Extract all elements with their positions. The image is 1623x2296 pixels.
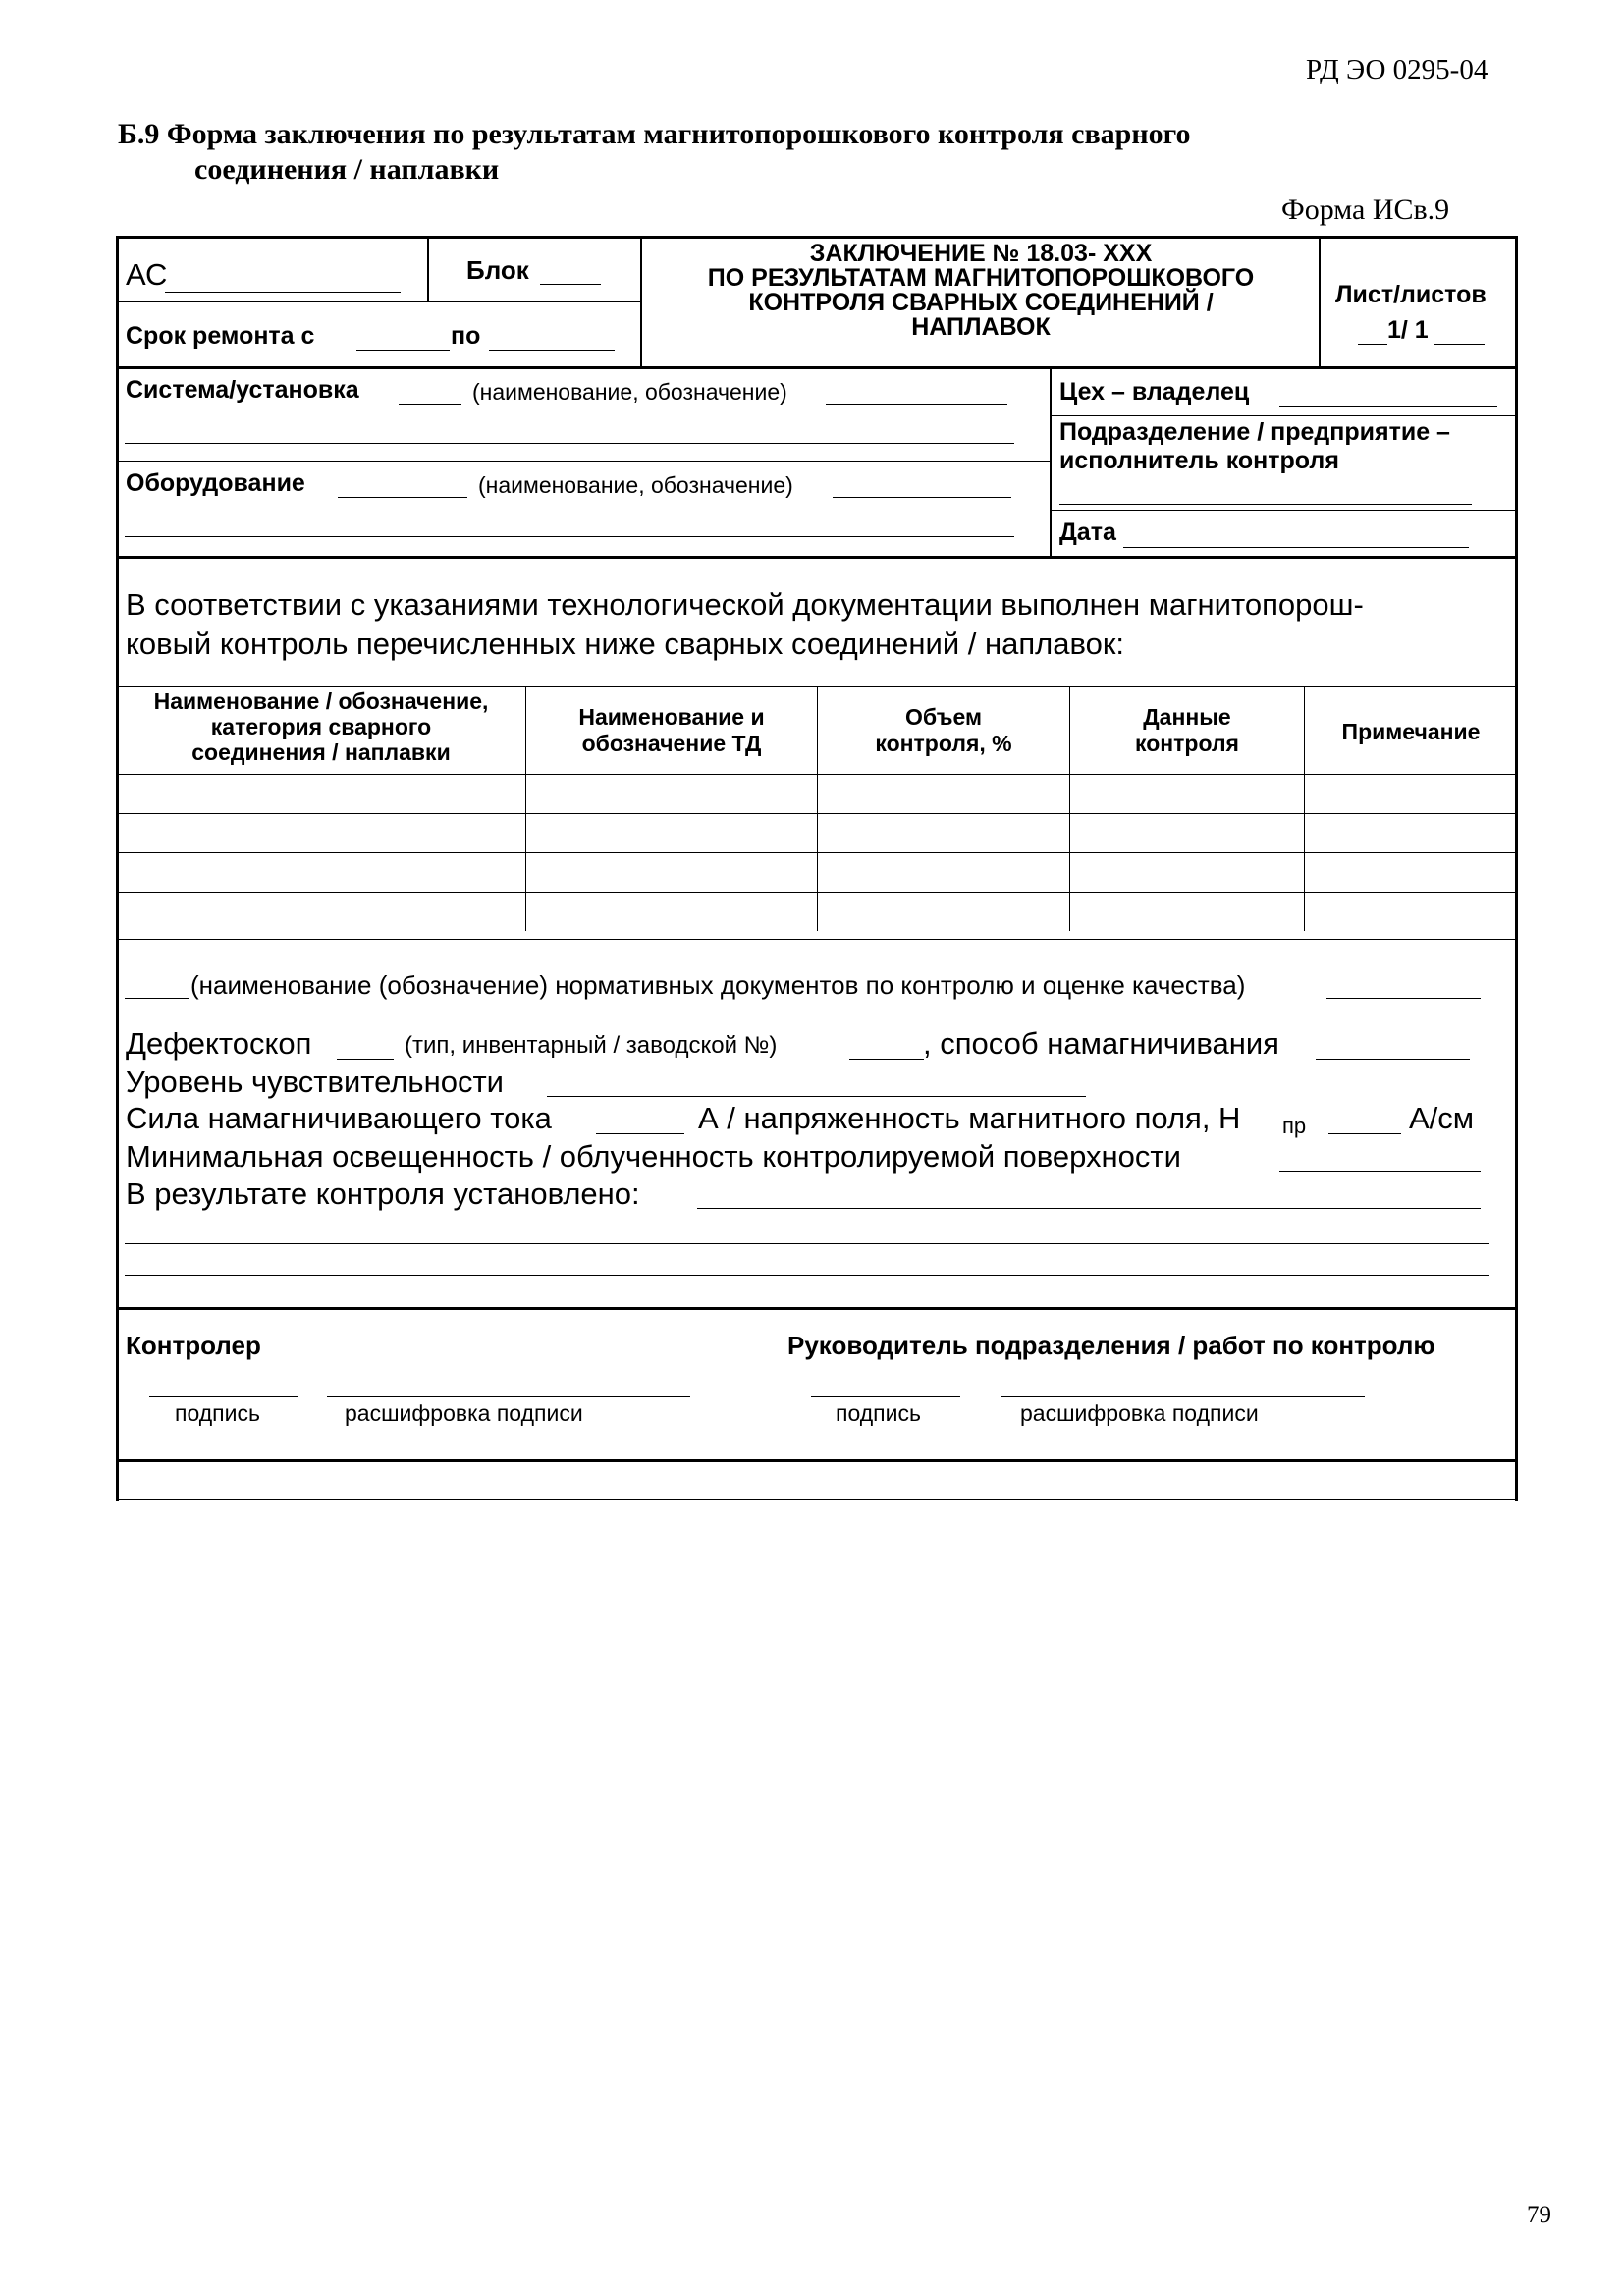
equipment-hint: (наименование, обозначение): [478, 472, 793, 498]
table-cell[interactable]: [817, 853, 1069, 893]
controller-signature-caption: подпись: [175, 1400, 260, 1426]
workshop-field[interactable]: [1279, 406, 1497, 407]
current-field[interactable]: [596, 1133, 684, 1134]
head-decode-caption: расшифровка подписи: [1020, 1400, 1259, 1426]
column-header-2-line1: Наименование и: [578, 704, 765, 730]
column-header-2: [527, 704, 816, 757]
magnetization-field[interactable]: [1316, 1059, 1470, 1060]
intro-line2: ковый контроль перечисленных ниже сварных соединений / наплавок:: [126, 627, 1125, 661]
column-header-3-line2: контроля, %: [875, 731, 1012, 756]
equipment-field-a[interactable]: [338, 497, 467, 498]
table-cell[interactable]: [118, 853, 525, 893]
block-label: Блок: [466, 255, 529, 285]
equipment-field-b[interactable]: [833, 497, 1011, 498]
table-cell[interactable]: [1069, 893, 1304, 932]
sensitivity-field[interactable]: [547, 1096, 1086, 1097]
column-header-3-line1: Объем: [904, 704, 983, 730]
table-cell[interactable]: [525, 853, 817, 893]
controller-label: Контролер: [126, 1331, 261, 1360]
table-cell[interactable]: [1304, 775, 1515, 814]
date-field[interactable]: [1123, 547, 1469, 548]
field-unit: А/см: [1409, 1101, 1475, 1135]
sheet-value[interactable]: 1/ 1: [1387, 316, 1429, 344]
norm-docs-label: (наименование (обозначение) нормативных документов по контролю и оценке качества): [190, 970, 1246, 1000]
head-decode-line[interactable]: [1001, 1396, 1365, 1397]
column-header-1-line1: Наименование / обозначение,: [153, 688, 489, 714]
equipment-label: Оборудование: [126, 469, 305, 497]
division-label-line2: исполнитель контроля: [1059, 447, 1339, 474]
repair-to-label: по: [451, 322, 481, 350]
date-label: Дата: [1059, 519, 1116, 546]
form-label: Форма ИСв.9: [1281, 193, 1450, 226]
table-cell[interactable]: [525, 775, 817, 814]
repair-to-field[interactable]: [489, 350, 615, 351]
intro-text: [126, 585, 1364, 664]
head-label: Руководитель подразделения / работ по контролю: [787, 1331, 1435, 1360]
intro-line1: В соответствии с указаниями технологической документации выполнен магнитопорош-: [126, 587, 1364, 622]
sensitivity-label: Уровень чувствительности: [126, 1065, 504, 1099]
norm-docs-field-a[interactable]: [125, 998, 189, 999]
result-field-a[interactable]: [697, 1208, 1481, 1209]
current-unit: А / напряженность магнитного поля, Н: [698, 1101, 1241, 1135]
field-subscript: пр: [1282, 1114, 1307, 1138]
head-signature-caption: подпись: [836, 1400, 921, 1426]
head-signature-line[interactable]: [811, 1396, 960, 1397]
division-field[interactable]: [1059, 504, 1472, 505]
table-cell[interactable]: [1304, 853, 1515, 893]
table-cell[interactable]: [1069, 853, 1304, 893]
table-cell[interactable]: [817, 814, 1069, 853]
table-cell[interactable]: [817, 775, 1069, 814]
as-field[interactable]: [165, 292, 401, 293]
results-table: [118, 775, 1515, 931]
table-cell[interactable]: [1304, 814, 1515, 853]
table-row: [118, 853, 1515, 893]
defectoscope-field-b[interactable]: [849, 1059, 924, 1060]
equipment-field-c[interactable]: [125, 536, 1014, 537]
column-header-1-line3: соединения / наплавки: [191, 739, 451, 765]
workshop-label: Цех – владелец: [1059, 378, 1250, 406]
sheet-label: Лист/листов: [1335, 281, 1487, 308]
sheet-underline-left: [1358, 344, 1387, 345]
table-cell[interactable]: [1069, 775, 1304, 814]
sheet-underline-right: [1434, 344, 1485, 345]
column-header-4-line1: Данные: [1143, 704, 1231, 730]
controller-decode-line[interactable]: [327, 1396, 690, 1397]
result-field-b[interactable]: [125, 1243, 1489, 1244]
division-label-line1: Подразделение / предприятие –: [1059, 418, 1450, 446]
table-row: [118, 893, 1515, 932]
illumination-label: Минимальная освещенность / облученность контролируемой поверхности: [126, 1139, 1181, 1174]
conclusion-title: [643, 242, 1319, 340]
column-header-4-line2: контроля: [1135, 731, 1239, 756]
current-label: Сила намагничивающего тока: [126, 1101, 552, 1135]
defectoscope-hint: (тип, инвентарный / заводской №): [405, 1032, 778, 1059]
table-cell[interactable]: [118, 775, 525, 814]
column-header-1: [118, 688, 524, 765]
repair-period-label: Срок ремонта с: [126, 322, 315, 350]
system-field-a[interactable]: [399, 404, 461, 405]
section-title-line1: Б.9 Форма заключения по результатам магнитопорошкового контроля сварного: [118, 118, 1191, 150]
as-label: АС: [126, 257, 168, 292]
system-field-b[interactable]: [826, 404, 1007, 405]
block-field[interactable]: [540, 284, 601, 285]
section-title-line2: соединения / наплавки: [194, 153, 500, 186]
column-header-2-line2: обозначение ТД: [581, 731, 762, 756]
conclusion-title-line4: НАПЛАВОК: [911, 313, 1051, 341]
column-header-4: [1071, 704, 1303, 757]
conclusion-title-line3: КОНТРОЛЯ СВАРНЫХ СОЕДИНЕНИЙ /: [748, 289, 1214, 316]
table-cell[interactable]: [817, 893, 1069, 932]
repair-from-field[interactable]: [356, 350, 450, 351]
magnetization-label: , способ намагничивания: [923, 1026, 1279, 1061]
controller-decode-caption: расшифровка подписи: [345, 1400, 583, 1426]
defectoscope-label: Дефектоскоп: [126, 1026, 312, 1061]
system-hint: (наименование, обозначение): [472, 379, 787, 405]
table-cell[interactable]: [1304, 893, 1515, 932]
system-field-c[interactable]: [125, 443, 1014, 444]
column-header-5: [1306, 719, 1516, 745]
conclusion-title-line1: ЗАКЛЮЧЕНИЕ № 18.03- ХХХ: [809, 240, 1153, 267]
document-code: РД ЭО 0295-04: [1306, 54, 1488, 85]
page-number: 79: [1527, 2202, 1551, 2228]
conclusion-title-line2: ПО РЕЗУЛЬТАТАМ МАГНИТОПОРОШКОВОГО: [707, 264, 1255, 292]
field-strength-field[interactable]: [1328, 1133, 1401, 1134]
table-cell[interactable]: [525, 814, 817, 853]
column-header-5-line1: Примечание: [1341, 719, 1481, 744]
table-cell[interactable]: [118, 814, 525, 853]
norm-docs-field-b[interactable]: [1326, 998, 1481, 999]
defectoscope-field-a[interactable]: [337, 1059, 394, 1060]
table-cell[interactable]: [525, 893, 817, 932]
column-header-3: [819, 704, 1068, 757]
illumination-field[interactable]: [1279, 1171, 1481, 1172]
result-field-c[interactable]: [125, 1275, 1489, 1276]
table-row: [118, 775, 1515, 814]
table-cell[interactable]: [118, 893, 525, 932]
controller-signature-line[interactable]: [149, 1396, 298, 1397]
column-header-1-line2: категория сварного: [210, 714, 432, 739]
result-label: В результате контроля установлено:: [126, 1176, 640, 1211]
table-cell[interactable]: [1069, 814, 1304, 853]
system-label: Система/установка: [126, 376, 359, 404]
table-row: [118, 814, 1515, 853]
